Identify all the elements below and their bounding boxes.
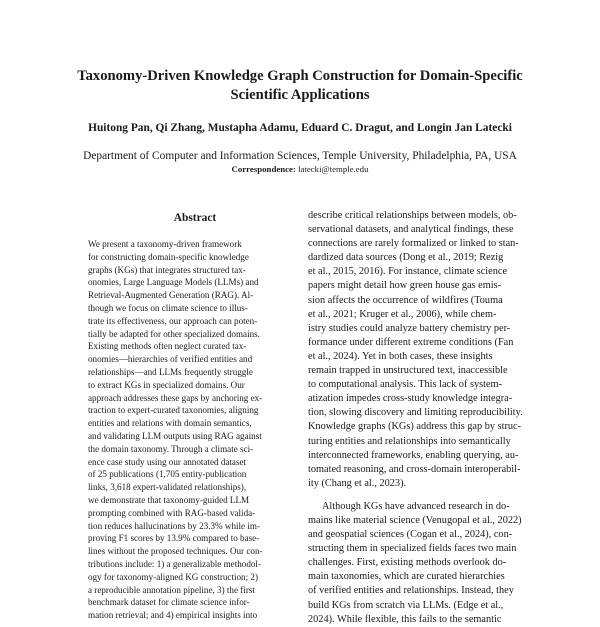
abstract-line: We present a taxonomy-driven framework: [88, 239, 242, 249]
abstract-line: links, 3,618 expert-validated relationships),: [88, 482, 247, 493]
abstract-line: to extract KGs in specialized domains. Our: [88, 379, 245, 390]
paragraph-gap: [308, 491, 532, 500]
title-line: Scientific Applications: [230, 87, 370, 103]
paragraph-line: turing entities and relationships into semantically: [308, 435, 511, 447]
paragraph-line: Knowledge graphs (KGs) address this gap by struc-: [308, 421, 522, 433]
paragraph-line: remain trapped in unstructured text, inaccessible: [308, 365, 508, 377]
paragraph-line: and geospatial sciences (Cogan et al., 2024), con-: [308, 529, 513, 541]
abstract-line: proving F1 scores by 13.9% compared to base-: [88, 533, 260, 544]
affiliation: Department of Computer and Information Sciences, Temple University, Philadelphia, PA, USA: [83, 150, 517, 162]
paragraph-line: et al., 2021; Kruger et al., 2006), while chem-: [308, 308, 497, 320]
introduction-column: [308, 209, 532, 625]
paragraph-line: main taxonomies, which are curated hierarchies: [308, 571, 505, 583]
paragraph-line: interconnected frameworks, enabling querying, au-: [308, 449, 519, 461]
abstract-line: for constructing domain-specific knowledge: [88, 251, 249, 262]
abstract-line: traction to expert-curated taxonomies, aligning: [88, 405, 259, 416]
correspondence: [60, 164, 540, 175]
abstract-line: a reproducible annotation pipeline, 3) the first: [88, 584, 255, 595]
paragraph-line: tion, slowing discovery and limiting reproducibility.: [308, 407, 523, 419]
paragraph-line: istry studies could analyze battery chemistry per-: [308, 322, 511, 334]
paragraph-line: challenges. First, existing methods overlook do-: [308, 557, 507, 569]
abstract-line: lines without the proposed techniques. Our con-: [88, 546, 263, 557]
paragraph-line: 2024). While flexible, this fails to the semantic: [308, 613, 502, 625]
abstract-line: ence case study using our annotated dataset: [88, 456, 247, 467]
title-line: Taxonomy-Driven Knowledge Graph Construction for Domain-Specific: [77, 68, 523, 84]
paragraph-line: atization impedes cross-study knowledge integra-: [308, 393, 513, 405]
paragraph-line: sion affects the occurrence of wildfires (Touma: [308, 294, 503, 306]
abstract-line: trate its effectiveness, our approach can poten-: [88, 315, 258, 326]
paragraph-line: to computational analysis. This lack of system-: [308, 379, 502, 391]
paragraph-line: build KGs from scratch via LLMs. (Edge et al.,: [308, 599, 504, 611]
abstract-line: mation retrieval; and 4) empirical insights into: [88, 610, 258, 621]
author-list: Huitong Pan, Qi Zhang, Mustapha Adamu, Eduard C. Dragut, and Longin Jan Latecki: [88, 122, 512, 134]
paragraph-line: papers might detail how green house gas emis-: [308, 280, 502, 292]
abstract-line: benchmark dataset for climate science infor-: [88, 597, 250, 608]
abstract-line: of 25 publications (1,705 entity-publication: [88, 469, 247, 480]
paragraph-line: describe critical relationships between models, ob-: [308, 210, 517, 221]
abstract-line: though we focus on climate science to illus-: [88, 302, 248, 313]
abstract-line: and validating LLM outputs using RAG against: [88, 430, 262, 441]
paragraph-line: structing them in specialized fields faces two main: [308, 543, 517, 555]
paragraph-line: Although KGs have advanced research in do-: [322, 500, 510, 512]
abstract-line: Retrieval-Augmented Generation (RAG). Al-: [88, 290, 254, 301]
abstract-line: entities and relations with domain semantics,: [88, 418, 252, 429]
abstract-body: [88, 238, 288, 621]
abstract-line: ogy for taxonomy-aligned KG construction; 2): [88, 571, 258, 582]
paper-title: [60, 67, 540, 105]
abstract-line: Existing methods often neglect curated tax-: [88, 341, 247, 352]
abstract-line: prompting combined with RAG-based valida-: [88, 507, 256, 518]
paragraph-line: ity (Chang et al., 2023).: [308, 477, 407, 489]
correspondence-email[interactable]: latecki@temple.edu: [298, 164, 369, 174]
paragraph-line: servational datasets, and analytical findings, these: [308, 224, 514, 236]
paragraph-line: et al., 2015, 2016). For instance, climate science: [308, 266, 508, 278]
paragraph-line: et al., 2024). Yet in both cases, these insights: [308, 350, 493, 362]
abstract-line: graphs (KGs) that integrates structured tax-: [88, 264, 246, 275]
abstract-line: tially be adapted for other specialized domains.: [88, 328, 260, 339]
abstract-line: approach addresses these gaps by anchoring ex-: [88, 392, 263, 403]
paragraph-line: formance under different extreme conditions (Fan: [308, 336, 514, 348]
correspondence-label: Correspondence:: [231, 164, 296, 174]
paragraph-line: tomated reasoning, and cross-domain interoperabil-: [308, 463, 521, 475]
abstract-heading: Abstract: [173, 212, 217, 224]
abstract-line: onomies—hierarchies of verified entities and: [88, 354, 253, 365]
abstract-line: relationships—and LLMs frequently struggle: [88, 366, 253, 377]
abstract-line: the domain taxonomy. Through a climate sci-: [88, 443, 254, 454]
paragraph-line: connections are rarely formalized or linked to stan-: [308, 238, 519, 250]
paragraph-line: of verified entities and relationships. Instead, they: [308, 585, 514, 597]
paragraph-line: mains like material science (Venugopal et al., 2022): [308, 514, 522, 526]
abstract-line: onomies, Large Language Models (LLMs) and: [88, 277, 259, 288]
paragraph-line: dardized data sources (Dong et al., 2019; Rezig: [308, 252, 504, 264]
abstract-line: tributions include: 1) a generalizable methodol-: [88, 558, 261, 569]
abstract-line: we demonstrate that taxonomy-guided LLM: [88, 494, 250, 505]
abstract-line: tion reduces hallucinations by 23.3% while im-: [88, 520, 260, 531]
